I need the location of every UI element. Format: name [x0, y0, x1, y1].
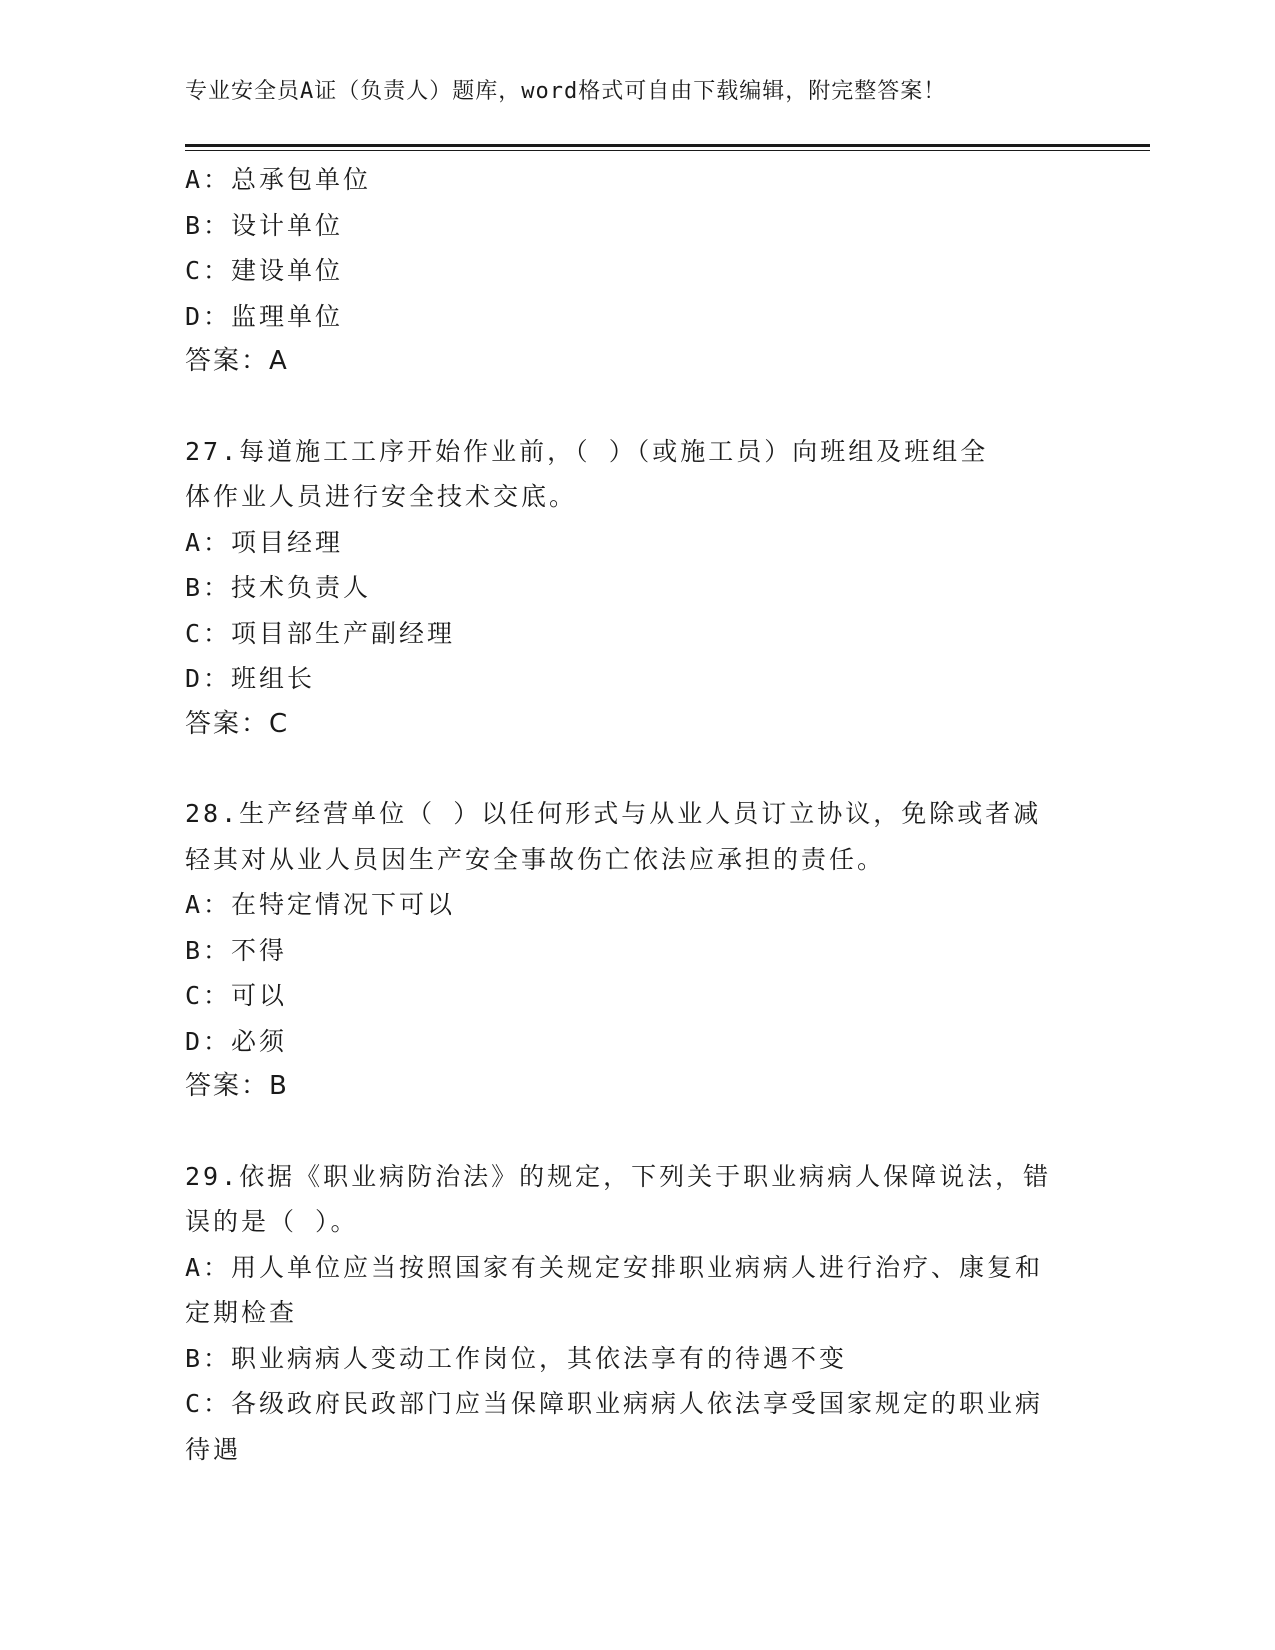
option-b: B：不得 [185, 935, 288, 965]
question-stem-continued: 误的是（ ）。 [185, 1207, 359, 1236]
option-c: C：项目部生产副经理 [185, 618, 456, 648]
question-stem: 29.依据《职业病防治法》的规定，下列关于职业病病人保障说法，错 [185, 1161, 1052, 1191]
question-28 [185, 791, 1085, 1110]
spacer [185, 747, 1085, 791]
option-d: D：必须 [185, 1026, 288, 1056]
option-d: D：监理单位 [185, 301, 344, 331]
question-27 [185, 429, 1085, 748]
answer: 答案：A [185, 346, 289, 376]
option-c: C：可以 [185, 981, 288, 1010]
option-b: B：设计单位 [185, 210, 344, 240]
question-stem: 28.生产经营单位（ ）以任何形式与从业人员订立协议，免除或者减 [185, 799, 1042, 828]
option-a: A：用人单位应当按照国家有关规定安排职业病病人进行治疗、康复和 [185, 1252, 1044, 1282]
page-header: 专业安全员A证（负责人）题库，word格式可自由下载编辑，附完整答案！ [185, 79, 947, 104]
option-b: B：技术负责人 [185, 573, 372, 602]
question-stem-continued: 体作业人员进行安全技术交底。 [185, 482, 578, 511]
header-rule-thin [185, 150, 1150, 151]
spacer [185, 385, 1085, 429]
option-c: C：各级政府民政部门应当保障职业病病人依法享受国家规定的职业病 [185, 1389, 1044, 1418]
question-stem-continued: 轻其对从业人员因生产安全事故伤亡依法应承担的责任。 [185, 844, 886, 874]
option-a: A：项目经理 [185, 527, 344, 557]
spacer [185, 1110, 1085, 1154]
question-content [185, 157, 1085, 1472]
option-a: A：总承包单位 [185, 165, 372, 194]
option-c-continued: 待遇 [185, 1434, 242, 1464]
question-stem: 27.每道施工工序开始作业前，（ ）（或施工员）向班组及班组全 [185, 436, 989, 466]
answer: 答案：C [185, 708, 290, 739]
question-29 [185, 1154, 1085, 1473]
header-rule-thick [185, 144, 1150, 147]
option-c: C：建设单位 [185, 256, 344, 285]
question-26 [185, 157, 1085, 385]
answer: 答案：B [185, 1071, 289, 1101]
option-a: A：在特定情况下可以 [185, 890, 456, 919]
option-a-continued: 定期检查 [185, 1298, 298, 1327]
option-b: B：职业病病人变动工作岗位，其依法享有的待遇不变 [185, 1343, 848, 1373]
option-d: D：班组长 [185, 664, 316, 693]
